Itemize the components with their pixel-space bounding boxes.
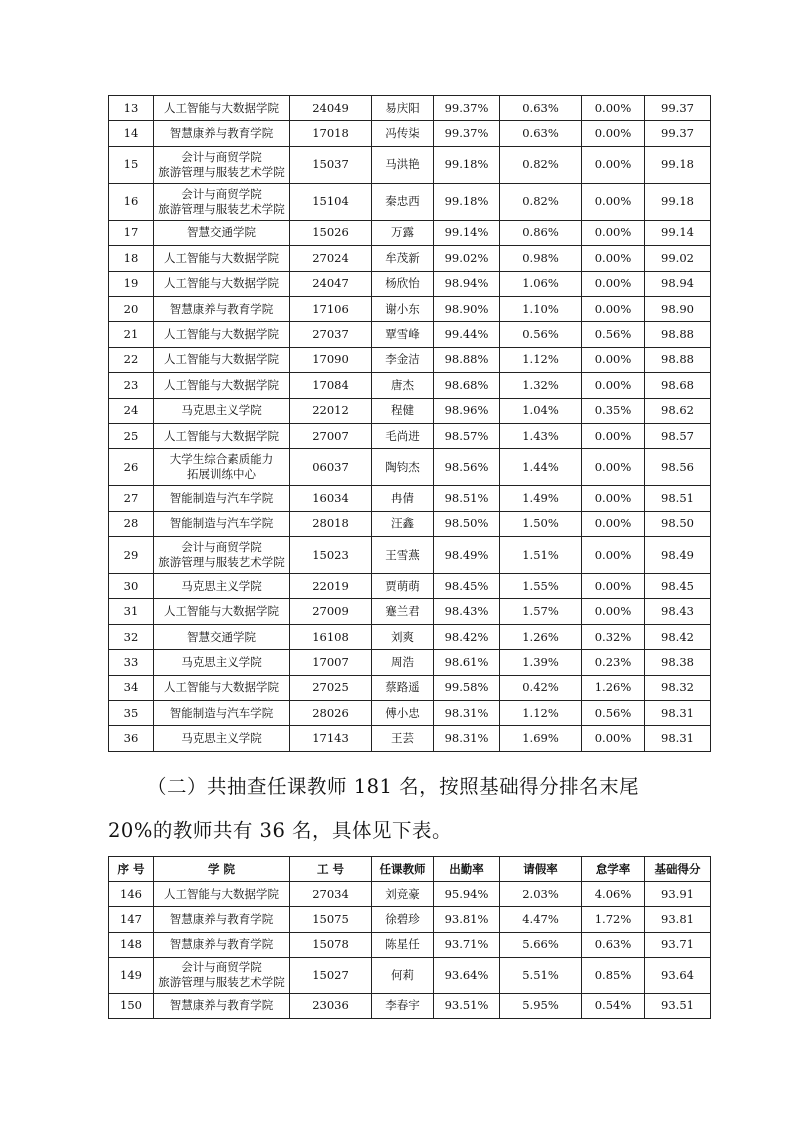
table-row bbox=[109, 932, 711, 957]
summary-paragraph-line1: （二）共抽查任课教师 181 名，按照基础得分排名末尾 bbox=[147, 775, 640, 798]
cell-attendance: 98.61% bbox=[434, 650, 500, 675]
cell-teacher: 陈星任 bbox=[372, 932, 434, 957]
cell-no: 148 bbox=[109, 932, 154, 957]
cell-id: 17090 bbox=[290, 347, 372, 372]
cell-id: 15027 bbox=[290, 957, 372, 993]
cell-attendance: 98.43% bbox=[434, 599, 500, 624]
cell-leave: 1.12% bbox=[500, 347, 582, 372]
cell-score: 99.37 bbox=[645, 121, 711, 146]
cell-id: 15023 bbox=[290, 537, 372, 574]
cell-leave: 0.42% bbox=[500, 675, 582, 700]
cell-attendance: 99.58% bbox=[434, 675, 500, 700]
header-id: 工 号 bbox=[290, 857, 372, 882]
cell-leave: 1.39% bbox=[500, 650, 582, 675]
cell-score: 98.90 bbox=[645, 296, 711, 321]
cell-score: 98.56 bbox=[645, 449, 711, 486]
cell-attendance: 98.57% bbox=[434, 423, 500, 448]
cell-leave: 1.44% bbox=[500, 449, 582, 486]
cell-no: 30 bbox=[109, 574, 154, 599]
header-attendance: 出勤率 bbox=[434, 857, 500, 882]
table-row bbox=[109, 146, 711, 183]
cell-attendance: 99.37% bbox=[434, 121, 500, 146]
cell-id: 17084 bbox=[290, 373, 372, 398]
table-row bbox=[109, 246, 711, 271]
cell-leave: 0.63% bbox=[500, 96, 582, 121]
table-row bbox=[109, 624, 711, 649]
cell-score: 98.88 bbox=[645, 322, 711, 347]
cell-score: 98.68 bbox=[645, 373, 711, 398]
cell-teacher: 冉倩 bbox=[372, 486, 434, 511]
cell-score: 99.02 bbox=[645, 246, 711, 271]
cell-score: 98.31 bbox=[645, 701, 711, 726]
cell-college: 会计与商贸学院 旅游管理与服装艺术学院 bbox=[154, 146, 290, 183]
cell-no: 24 bbox=[109, 398, 154, 423]
cell-id: 23036 bbox=[290, 993, 372, 1018]
cell-attendance: 98.51% bbox=[434, 486, 500, 511]
cell-attendance: 95.94% bbox=[434, 882, 500, 907]
cell-college: 马克思主义学院 bbox=[154, 650, 290, 675]
cell-absence: 0.00% bbox=[582, 296, 645, 321]
cell-id: 27034 bbox=[290, 882, 372, 907]
cell-id: 22012 bbox=[290, 398, 372, 423]
cell-no: 26 bbox=[109, 449, 154, 486]
cell-leave: 1.32% bbox=[500, 373, 582, 398]
cell-teacher: 汪鑫 bbox=[372, 511, 434, 536]
cell-id: 16034 bbox=[290, 486, 372, 511]
table-row bbox=[109, 650, 711, 675]
table-row bbox=[109, 121, 711, 146]
cell-absence: 0.00% bbox=[582, 373, 645, 398]
cell-leave: 1.26% bbox=[500, 624, 582, 649]
table-row bbox=[109, 599, 711, 624]
cell-absence: 1.72% bbox=[582, 907, 645, 932]
cell-leave: 0.82% bbox=[500, 146, 582, 183]
cell-no: 149 bbox=[109, 957, 154, 993]
cell-attendance: 98.96% bbox=[434, 398, 500, 423]
cell-college: 智能制造与汽车学院 bbox=[154, 701, 290, 726]
cell-college: 人工智能与大数据学院 bbox=[154, 423, 290, 448]
cell-absence: 0.56% bbox=[582, 701, 645, 726]
cell-id: 15075 bbox=[290, 907, 372, 932]
cell-absence: 0.00% bbox=[582, 146, 645, 183]
cell-score: 98.43 bbox=[645, 599, 711, 624]
cell-teacher: 毛尚进 bbox=[372, 423, 434, 448]
cell-id: 24047 bbox=[290, 271, 372, 296]
table-row bbox=[109, 373, 711, 398]
cell-leave: 1.04% bbox=[500, 398, 582, 423]
table-row bbox=[109, 322, 711, 347]
cell-score: 99.14 bbox=[645, 220, 711, 245]
cell-absence: 0.00% bbox=[582, 220, 645, 245]
cell-attendance: 99.18% bbox=[434, 183, 500, 220]
cell-score: 99.18 bbox=[645, 183, 711, 220]
table-row bbox=[109, 882, 711, 907]
cell-no: 28 bbox=[109, 511, 154, 536]
cell-score: 93.71 bbox=[645, 932, 711, 957]
cell-id: 27037 bbox=[290, 322, 372, 347]
cell-no: 20 bbox=[109, 296, 154, 321]
cell-college: 智慧康养与教育学院 bbox=[154, 296, 290, 321]
cell-no: 33 bbox=[109, 650, 154, 675]
cell-attendance: 98.45% bbox=[434, 574, 500, 599]
cell-absence: 0.00% bbox=[582, 726, 645, 751]
table-row bbox=[109, 449, 711, 486]
cell-college: 智能制造与汽车学院 bbox=[154, 511, 290, 536]
table-row bbox=[109, 511, 711, 536]
table-row bbox=[109, 398, 711, 423]
cell-id: 15104 bbox=[290, 183, 372, 220]
cell-college: 智慧康养与教育学院 bbox=[154, 932, 290, 957]
cell-absence: 0.00% bbox=[582, 449, 645, 486]
cell-score: 93.51 bbox=[645, 993, 711, 1018]
cell-college: 人工智能与大数据学院 bbox=[154, 96, 290, 121]
cell-teacher: 程健 bbox=[372, 398, 434, 423]
cell-score: 99.18 bbox=[645, 146, 711, 183]
cell-teacher: 李金洁 bbox=[372, 347, 434, 372]
cell-teacher: 秦忠西 bbox=[372, 183, 434, 220]
cell-teacher: 王雪燕 bbox=[372, 537, 434, 574]
cell-college: 人工智能与大数据学院 bbox=[154, 271, 290, 296]
ranking-table-bottom-body bbox=[109, 882, 711, 1019]
cell-attendance: 98.88% bbox=[434, 347, 500, 372]
cell-college: 智慧交通学院 bbox=[154, 220, 290, 245]
cell-attendance: 99.02% bbox=[434, 246, 500, 271]
cell-teacher: 陶钧杰 bbox=[372, 449, 434, 486]
cell-absence: 0.00% bbox=[582, 423, 645, 448]
cell-attendance: 99.37% bbox=[434, 96, 500, 121]
table-row bbox=[109, 423, 711, 448]
cell-teacher: 谢小东 bbox=[372, 296, 434, 321]
cell-absence: 0.00% bbox=[582, 96, 645, 121]
cell-leave: 1.55% bbox=[500, 574, 582, 599]
cell-score: 98.50 bbox=[645, 511, 711, 536]
cell-attendance: 99.44% bbox=[434, 322, 500, 347]
cell-id: 28026 bbox=[290, 701, 372, 726]
cell-score: 98.42 bbox=[645, 624, 711, 649]
cell-college: 人工智能与大数据学院 bbox=[154, 347, 290, 372]
cell-leave: 1.43% bbox=[500, 423, 582, 448]
table-row bbox=[109, 486, 711, 511]
ranking-table-bottom bbox=[108, 856, 711, 1019]
cell-id: 15037 bbox=[290, 146, 372, 183]
cell-teacher: 周浩 bbox=[372, 650, 434, 675]
cell-attendance: 99.18% bbox=[434, 146, 500, 183]
cell-college: 智能制造与汽车学院 bbox=[154, 486, 290, 511]
cell-teacher: 傅小忠 bbox=[372, 701, 434, 726]
cell-leave: 0.82% bbox=[500, 183, 582, 220]
cell-teacher: 万露 bbox=[372, 220, 434, 245]
cell-score: 98.38 bbox=[645, 650, 711, 675]
cell-teacher: 牟茂新 bbox=[372, 246, 434, 271]
cell-no: 150 bbox=[109, 993, 154, 1018]
cell-absence: 4.06% bbox=[582, 882, 645, 907]
cell-college: 马克思主义学院 bbox=[154, 398, 290, 423]
cell-absence: 0.54% bbox=[582, 993, 645, 1018]
cell-no: 25 bbox=[109, 423, 154, 448]
cell-leave: 2.03% bbox=[500, 882, 582, 907]
cell-no: 32 bbox=[109, 624, 154, 649]
table-row bbox=[109, 993, 711, 1018]
cell-absence: 0.00% bbox=[582, 121, 645, 146]
cell-score: 98.57 bbox=[645, 423, 711, 448]
cell-absence: 1.26% bbox=[582, 675, 645, 700]
header-absence: 怠学率 bbox=[582, 857, 645, 882]
cell-college: 会计与商贸学院 旅游管理与服装艺术学院 bbox=[154, 183, 290, 220]
cell-teacher: 刘竞豪 bbox=[372, 882, 434, 907]
table-row bbox=[109, 701, 711, 726]
cell-leave: 1.06% bbox=[500, 271, 582, 296]
cell-absence: 0.56% bbox=[582, 322, 645, 347]
cell-no: 16 bbox=[109, 183, 154, 220]
cell-leave: 1.69% bbox=[500, 726, 582, 751]
cell-id: 17007 bbox=[290, 650, 372, 675]
cell-college: 会计与商贸学院 旅游管理与服装艺术学院 bbox=[154, 957, 290, 993]
cell-id: 22019 bbox=[290, 574, 372, 599]
cell-absence: 0.00% bbox=[582, 271, 645, 296]
cell-college: 智慧康养与教育学院 bbox=[154, 121, 290, 146]
cell-attendance: 98.49% bbox=[434, 537, 500, 574]
cell-leave: 5.51% bbox=[500, 957, 582, 993]
cell-attendance: 99.14% bbox=[434, 220, 500, 245]
cell-absence: 0.32% bbox=[582, 624, 645, 649]
cell-no: 35 bbox=[109, 701, 154, 726]
cell-score: 93.64 bbox=[645, 957, 711, 993]
table-row bbox=[109, 96, 711, 121]
cell-id: 15026 bbox=[290, 220, 372, 245]
cell-leave: 1.51% bbox=[500, 537, 582, 574]
cell-score: 98.88 bbox=[645, 347, 711, 372]
cell-teacher: 马洪艳 bbox=[372, 146, 434, 183]
cell-teacher: 易庆阳 bbox=[372, 96, 434, 121]
summary-paragraph-line2: 20%的教师共有 36 名，具体见下表。 bbox=[108, 819, 453, 842]
cell-no: 34 bbox=[109, 675, 154, 700]
cell-no: 14 bbox=[109, 121, 154, 146]
cell-attendance: 98.94% bbox=[434, 271, 500, 296]
cell-id: 16108 bbox=[290, 624, 372, 649]
cell-no: 19 bbox=[109, 271, 154, 296]
cell-college: 智慧康养与教育学院 bbox=[154, 993, 290, 1018]
cell-attendance: 98.42% bbox=[434, 624, 500, 649]
cell-leave: 0.86% bbox=[500, 220, 582, 245]
table-row bbox=[109, 726, 711, 751]
cell-teacher: 何莉 bbox=[372, 957, 434, 993]
cell-id: 28018 bbox=[290, 511, 372, 536]
cell-absence: 0.63% bbox=[582, 932, 645, 957]
cell-absence: 0.23% bbox=[582, 650, 645, 675]
cell-college: 人工智能与大数据学院 bbox=[154, 599, 290, 624]
cell-no: 29 bbox=[109, 537, 154, 574]
cell-absence: 0.00% bbox=[582, 486, 645, 511]
cell-score: 93.91 bbox=[645, 882, 711, 907]
cell-absence: 0.00% bbox=[582, 537, 645, 574]
cell-id: 17143 bbox=[290, 726, 372, 751]
cell-leave: 1.10% bbox=[500, 296, 582, 321]
cell-leave: 0.63% bbox=[500, 121, 582, 146]
cell-teacher: 蔡路遥 bbox=[372, 675, 434, 700]
cell-attendance: 98.50% bbox=[434, 511, 500, 536]
cell-teacher: 李春宇 bbox=[372, 993, 434, 1018]
cell-college: 会计与商贸学院 旅游管理与服装艺术学院 bbox=[154, 537, 290, 574]
cell-absence: 0.00% bbox=[582, 246, 645, 271]
table-row bbox=[109, 574, 711, 599]
cell-attendance: 93.51% bbox=[434, 993, 500, 1018]
cell-college: 人工智能与大数据学院 bbox=[154, 322, 290, 347]
cell-teacher: 王芸 bbox=[372, 726, 434, 751]
cell-score: 98.49 bbox=[645, 537, 711, 574]
cell-teacher: 唐杰 bbox=[372, 373, 434, 398]
cell-id: 27024 bbox=[290, 246, 372, 271]
cell-leave: 4.47% bbox=[500, 907, 582, 932]
cell-college: 马克思主义学院 bbox=[154, 726, 290, 751]
cell-attendance: 98.56% bbox=[434, 449, 500, 486]
cell-absence: 0.00% bbox=[582, 599, 645, 624]
cell-college: 大学生综合素质能力 拓展训练中心 bbox=[154, 449, 290, 486]
cell-id: 27009 bbox=[290, 599, 372, 624]
table-row bbox=[109, 220, 711, 245]
cell-teacher: 蹇兰君 bbox=[372, 599, 434, 624]
cell-teacher: 贾萌萌 bbox=[372, 574, 434, 599]
table-row bbox=[109, 347, 711, 372]
cell-no: 36 bbox=[109, 726, 154, 751]
cell-no: 147 bbox=[109, 907, 154, 932]
cell-id: 27007 bbox=[290, 423, 372, 448]
cell-score: 98.31 bbox=[645, 726, 711, 751]
cell-absence: 0.00% bbox=[582, 347, 645, 372]
cell-score: 99.37 bbox=[645, 96, 711, 121]
cell-teacher: 覃雪峰 bbox=[372, 322, 434, 347]
cell-score: 98.51 bbox=[645, 486, 711, 511]
cell-id: 15078 bbox=[290, 932, 372, 957]
table-row bbox=[109, 183, 711, 220]
cell-college: 马克思主义学院 bbox=[154, 574, 290, 599]
header-no: 序 号 bbox=[109, 857, 154, 882]
table-row bbox=[109, 537, 711, 574]
cell-college: 人工智能与大数据学院 bbox=[154, 373, 290, 398]
cell-score: 93.81 bbox=[645, 907, 711, 932]
cell-leave: 0.98% bbox=[500, 246, 582, 271]
cell-no: 22 bbox=[109, 347, 154, 372]
cell-leave: 5.95% bbox=[500, 993, 582, 1018]
cell-leave: 1.12% bbox=[500, 701, 582, 726]
cell-score: 98.45 bbox=[645, 574, 711, 599]
cell-id: 27025 bbox=[290, 675, 372, 700]
cell-no: 27 bbox=[109, 486, 154, 511]
cell-no: 18 bbox=[109, 246, 154, 271]
cell-absence: 0.85% bbox=[582, 957, 645, 993]
cell-leave: 1.50% bbox=[500, 511, 582, 536]
cell-leave: 1.57% bbox=[500, 599, 582, 624]
table-row bbox=[109, 271, 711, 296]
cell-id: 24049 bbox=[290, 96, 372, 121]
cell-id: 17106 bbox=[290, 296, 372, 321]
cell-teacher: 冯传柒 bbox=[372, 121, 434, 146]
cell-no: 17 bbox=[109, 220, 154, 245]
cell-attendance: 98.90% bbox=[434, 296, 500, 321]
cell-leave: 5.66% bbox=[500, 932, 582, 957]
cell-teacher: 刘爽 bbox=[372, 624, 434, 649]
cell-absence: 0.00% bbox=[582, 574, 645, 599]
cell-no: 21 bbox=[109, 322, 154, 347]
cell-score: 98.94 bbox=[645, 271, 711, 296]
header-college: 学 院 bbox=[154, 857, 290, 882]
table-row bbox=[109, 296, 711, 321]
table-row bbox=[109, 907, 711, 932]
cell-college: 人工智能与大数据学院 bbox=[154, 675, 290, 700]
table-header-row bbox=[109, 857, 711, 882]
header-score: 基础得分 bbox=[645, 857, 711, 882]
cell-attendance: 93.64% bbox=[434, 957, 500, 993]
cell-attendance: 98.68% bbox=[434, 373, 500, 398]
cell-college: 人工智能与大数据学院 bbox=[154, 882, 290, 907]
ranking-table-top bbox=[108, 95, 711, 752]
cell-leave: 1.49% bbox=[500, 486, 582, 511]
cell-leave: 0.56% bbox=[500, 322, 582, 347]
cell-no: 146 bbox=[109, 882, 154, 907]
header-teacher: 任课教师 bbox=[372, 857, 434, 882]
cell-score: 98.32 bbox=[645, 675, 711, 700]
cell-no: 23 bbox=[109, 373, 154, 398]
cell-attendance: 93.71% bbox=[434, 932, 500, 957]
table-row bbox=[109, 675, 711, 700]
cell-no: 15 bbox=[109, 146, 154, 183]
cell-id: 06037 bbox=[290, 449, 372, 486]
cell-absence: 0.35% bbox=[582, 398, 645, 423]
cell-attendance: 93.81% bbox=[434, 907, 500, 932]
cell-id: 17018 bbox=[290, 121, 372, 146]
cell-teacher: 杨欣怡 bbox=[372, 271, 434, 296]
cell-college: 人工智能与大数据学院 bbox=[154, 246, 290, 271]
cell-college: 智慧康养与教育学院 bbox=[154, 907, 290, 932]
cell-absence: 0.00% bbox=[582, 183, 645, 220]
cell-attendance: 98.31% bbox=[434, 701, 500, 726]
cell-college: 智慧交通学院 bbox=[154, 624, 290, 649]
cell-teacher: 徐碧珍 bbox=[372, 907, 434, 932]
cell-attendance: 98.31% bbox=[434, 726, 500, 751]
ranking-table-top-body bbox=[109, 96, 711, 752]
cell-no: 31 bbox=[109, 599, 154, 624]
header-leave: 请假率 bbox=[500, 857, 582, 882]
cell-score: 98.62 bbox=[645, 398, 711, 423]
cell-absence: 0.00% bbox=[582, 511, 645, 536]
table-row bbox=[109, 957, 711, 993]
cell-no: 13 bbox=[109, 96, 154, 121]
